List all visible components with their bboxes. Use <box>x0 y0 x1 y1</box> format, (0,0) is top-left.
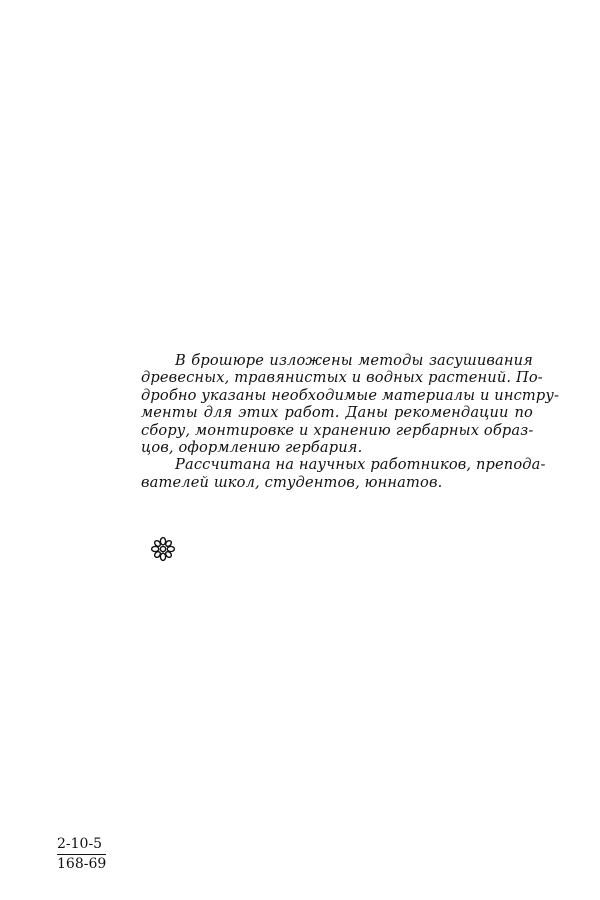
catalog-index <box>57 836 106 872</box>
annotation-line: цов, оформлению гербария. <box>141 439 363 457</box>
annotation-line: менты для этих работ. Даны рекомендации по <box>141 404 533 422</box>
annotation-line: дробно указаны необходимые материалы и инстру- <box>141 386 560 404</box>
catalog-index-denominator: 168-69 <box>57 856 107 872</box>
annotation-line: Рассчитана на научных работников, препода- <box>175 456 546 474</box>
annotation-line: сбору, монтировке и хранению гербарных образ- <box>141 421 534 439</box>
catalog-index-numerator: 2-10-5 <box>57 836 106 855</box>
annotation-line: древесных, травянистых и водных растений. По- <box>141 369 543 387</box>
flower-ornament-icon <box>150 536 176 562</box>
annotation-line: В брошюре изложены методы засушивания <box>175 352 533 369</box>
annotation-text <box>141 352 560 491</box>
annotation-line: вателей школ, студентов, юннатов. <box>141 473 443 491</box>
